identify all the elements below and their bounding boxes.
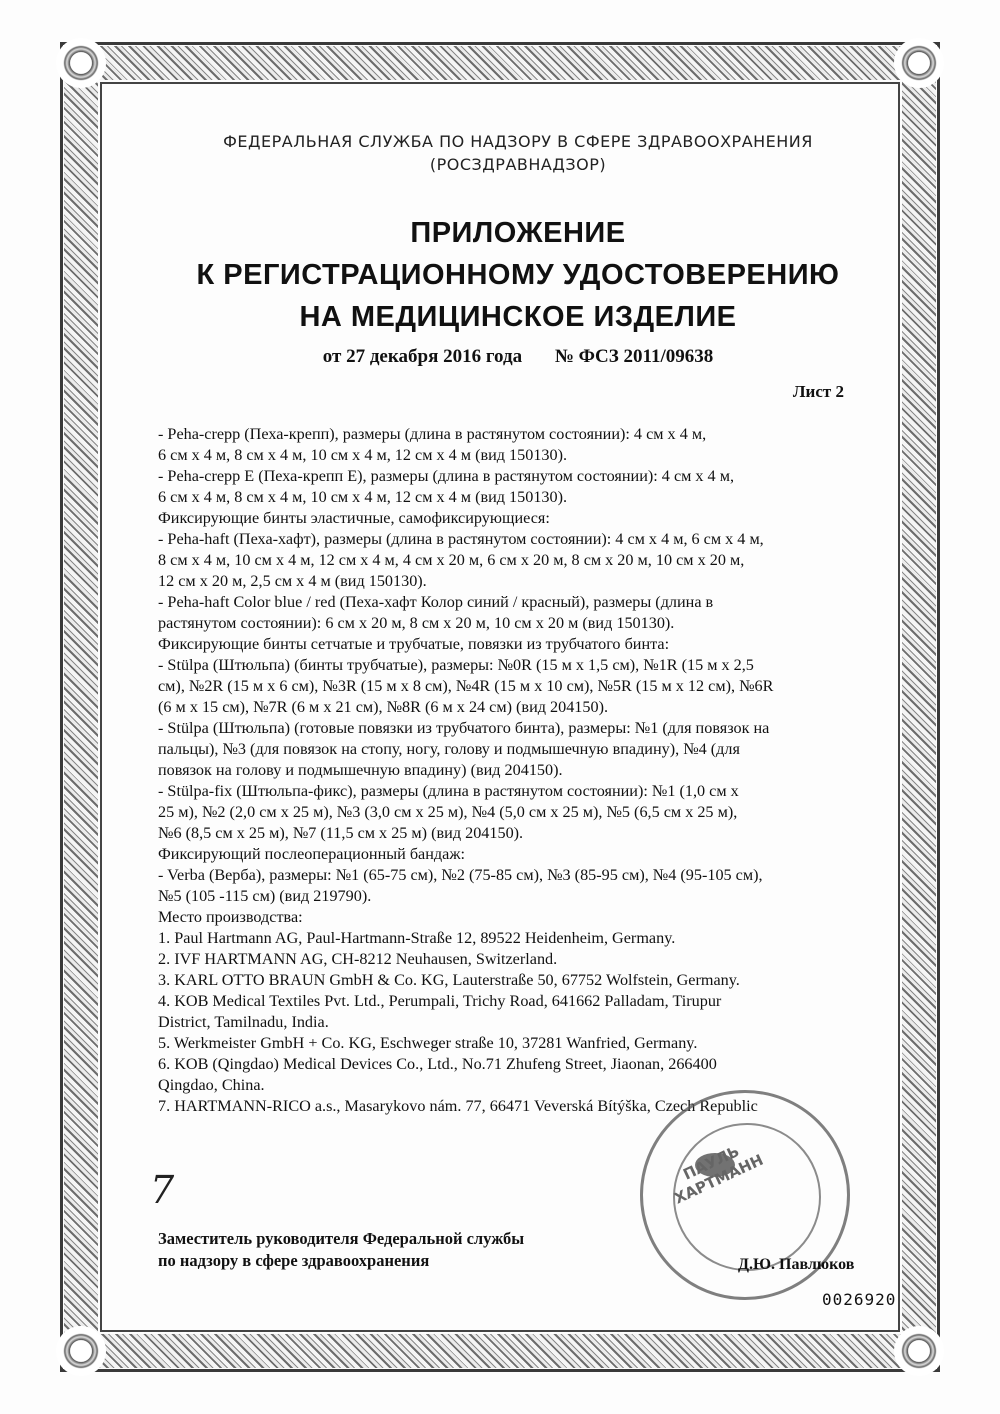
body-line: 3. KARL OTTO BRAUN GmbH & Co. KG, Lauterstraße 50, 67752 Wolfstein, Germany. bbox=[158, 971, 740, 989]
body-line: 8 см х 4 м, 10 см х 4 м, 12 см х 4 м, 4 см х 20 м, 6 см х 20 м, 8 см х 20 м, 10 см х 20 м, bbox=[158, 551, 745, 569]
body-line: 5. Werkmeister GmbH + Co. KG, Eschweger straße 10, 37281 Wanfried, Germany. bbox=[158, 1034, 698, 1052]
body-line: - Peha-crepp (Пеха-крепп), размеры (длина в растянутом состоянии): 4 см х 4 м, bbox=[158, 425, 707, 443]
body-line: Место производства: bbox=[158, 908, 303, 926]
body-line: - Verba (Верба), размеры: №1 (65-75 см), №2 (75-85 см), №3 (85-95 см), №4 (95-105 см), bbox=[158, 866, 763, 884]
body-line: Фиксирующие бинты сетчатые и трубчатые, повязки из трубчатого бинта: bbox=[158, 635, 670, 653]
body-line: 2. IVF HARTMANN AG, CH-8212 Neuhausen, Switzerland. bbox=[158, 950, 558, 968]
body-line: 1. Paul Hartmann AG, Paul-Hartmann-Straße 12, 89522 Heidenheim, Germany. bbox=[158, 929, 676, 947]
body-line: 6. KOB (Qingdao) Medical Devices Co., Ltd., No.71 Zhufeng Street, Jiaonan, 266400 bbox=[158, 1055, 717, 1073]
body-line: 4. KOB Medical Textiles Pvt. Ltd., Perumpali, Trichy Road, 641662 Palladam, Tirupur bbox=[158, 992, 722, 1010]
registration-date: от 27 декабря 2016 года bbox=[322, 346, 523, 367]
body-line: 7. HARTMANN-RICO a.s., Masarykovo nám. 77, 66471 Veverská Bítýška, Czech Republic bbox=[158, 1097, 758, 1115]
handwritten-mark: 7 bbox=[150, 1168, 175, 1212]
title-line-2: К РЕГИСТРАЦИОННОМУ УДОСТОВЕРЕНИЮ bbox=[196, 259, 840, 291]
body-line: см), №2R (15 м х 6 см), №3R (15 м х 8 см), №4R (15 м х 10 см), №5R (15 м х 12 см), №6R bbox=[158, 677, 774, 695]
stamp-text: ПАУЛЬ ХАРТМАНН bbox=[671, 1142, 767, 1208]
agency-line-1: ФЕДЕРАЛЬНАЯ СЛУЖБА ПО НАДЗОРУ В СФЕРЕ ЗДРАВООХРАНЕНИЯ bbox=[223, 132, 813, 151]
body-line: растянутом состоянии): 6 см х 20 м, 8 см х 20 м, 10 см х 20 м (вид 150130). bbox=[158, 614, 675, 632]
sheet-number: Лист 2 bbox=[792, 382, 844, 401]
registration-number: № ФСЗ 2011/09638 bbox=[554, 346, 714, 367]
body-line: Фиксирующие бинты эластичные, самофиксирующиеся: bbox=[158, 509, 550, 527]
registration-dateline bbox=[118, 346, 918, 368]
body-line: 6 см х 4 м, 8 см х 4 м, 10 см х 4 м, 12 см х 4 м (вид 150130). bbox=[158, 488, 568, 506]
body-line: Фиксирующий послеоперационный бандаж: bbox=[158, 845, 466, 863]
agency-name bbox=[118, 130, 918, 176]
body-line: пальцы), №3 (для повязок на стопу, ногу, голову и подмышечную впадину), №4 (для bbox=[158, 740, 740, 758]
signer-title bbox=[158, 1228, 524, 1272]
signer-line-1: Заместитель руководителя Федеральной службы bbox=[158, 1229, 525, 1248]
body-line: 12 см х 20 м, 2,5 см х 4 м (вид 150130). bbox=[158, 572, 427, 590]
body-line: повязок на голову и подмышечную впадину) (вид 204150). bbox=[158, 761, 563, 779]
signature-name: Д.Ю. Павлюков bbox=[738, 1256, 855, 1273]
serial-number: 0026920 bbox=[822, 1290, 897, 1309]
corner-ornament-bottom-right bbox=[894, 1326, 944, 1376]
body-line: - Stülpa (Штюльпа) (готовые повязки из трубчатого бинта), размеры: №1 (для повязок на bbox=[158, 719, 770, 737]
body-line: - Peha-haft Color blue / red (Пеха-хафт Колор синий / красный), размеры (длина в bbox=[158, 593, 714, 611]
corner-ornament-bottom-left bbox=[56, 1326, 106, 1376]
corner-ornament-top-right bbox=[894, 38, 944, 88]
body-line: - Stülpa (Штюльпа) (бинты трубчатые), размеры: №0R (15 м х 1,5 см), №1R (15 м х 2,5 bbox=[158, 656, 754, 674]
body-line: 6 см х 4 м, 8 см х 4 м, 10 см х 4 м, 12 см х 4 м (вид 150130). bbox=[158, 446, 568, 464]
body-line: - Stülpa-fix (Штюльпа-фикс), размеры (длина в растянутом состоянии): №1 (1,0 см х bbox=[158, 782, 739, 800]
agency-line-2: (РОСЗДРАВНАДЗОР) bbox=[429, 155, 607, 174]
title-line-1: ПРИЛОЖЕНИЕ bbox=[410, 217, 626, 249]
document-title bbox=[118, 212, 918, 338]
product-list bbox=[158, 424, 884, 1117]
title-line-3: НА МЕДИЦИНСКОЕ ИЗДЕЛИЕ bbox=[299, 301, 737, 333]
corner-ornament-top-left bbox=[56, 38, 106, 88]
document-content bbox=[158, 130, 884, 1117]
body-line: - Peha-crepp E (Пеха-крепп Е), размеры (длина в растянутом состоянии): 4 см х 4 м, bbox=[158, 467, 734, 485]
body-line: 25 м), №2 (2,0 см х 25 м), №3 (3,0 см х 25 м), №4 (5,0 см х 25 м), №5 (6,5 см х 25 м), bbox=[158, 803, 738, 821]
body-line: District, Tamilnadu, India. bbox=[158, 1013, 329, 1031]
body-line: - Peha-haft (Пеха-хафт), размеры (длина в растянутом состоянии): 4 см х 4 м, 6 см х 4 м, bbox=[158, 530, 764, 548]
body-line: Qingdao, China. bbox=[158, 1076, 265, 1094]
body-line: №6 (8,5 см х 25 м), №7 (11,5 см х 25 м) (вид 204150). bbox=[158, 824, 524, 842]
body-line: (6 м х 15 см), №7R (6 м х 21 см), №8R (6 м х 24 см) (вид 204150). bbox=[158, 698, 609, 716]
signer-line-2: по надзору в сфере здравоохранения bbox=[158, 1251, 430, 1270]
body-line: №5 (105 -115 см) (вид 219790). bbox=[158, 887, 372, 905]
